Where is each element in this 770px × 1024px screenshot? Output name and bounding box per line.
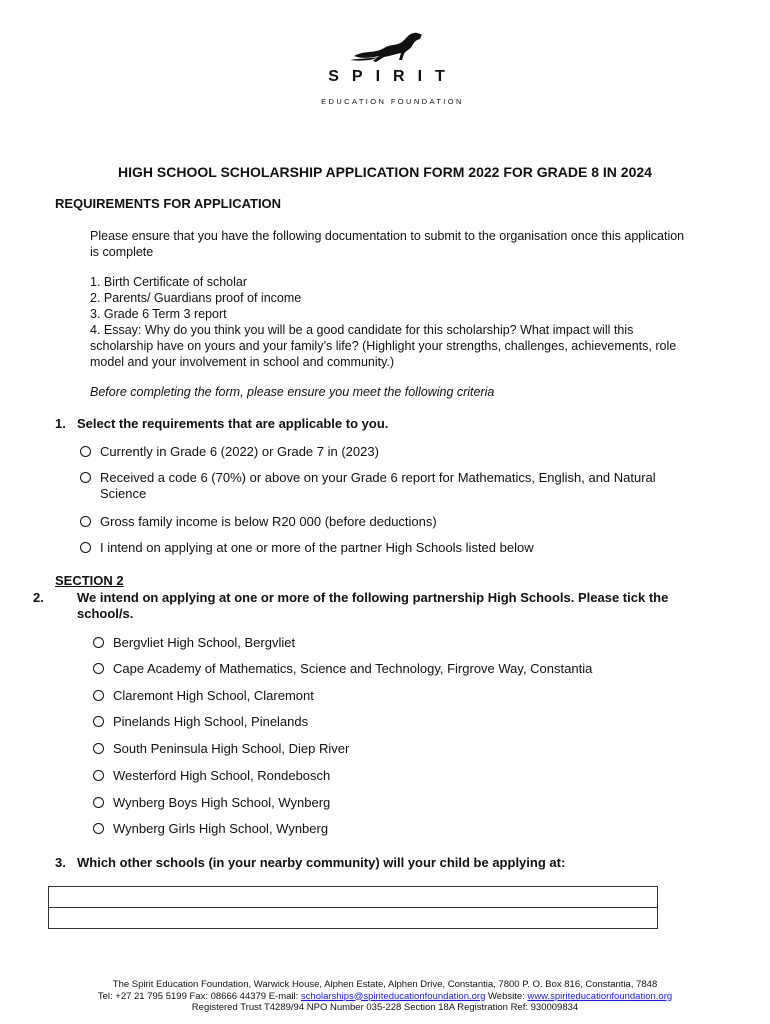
school-option[interactable]: [93, 795, 673, 811]
section-2-heading: SECTION 2: [55, 573, 124, 588]
option-label: Gross family income is below R20 000 (before deductions): [100, 514, 437, 529]
footer: [0, 979, 770, 1014]
radio-circle-icon[interactable]: [93, 743, 104, 754]
footer-website-label: Website:: [485, 990, 528, 1002]
footer-address: The Spirit Education Foundation, Warwick House, Alphen Estate, Alphen Drive, Constantia, 7800 P. O. Box 816, Constantia, 7848: [112, 979, 658, 990]
website-link[interactable]: www.spiriteducationfoundation.org: [527, 990, 673, 1002]
requirement-option-2[interactable]: [80, 470, 660, 502]
option-label: Received a code 6 (70%) or above on your Grade 6 report for Mathematics, English, and Natural Science: [100, 470, 656, 501]
foundation-logo: [300, 30, 480, 110]
criteria-note: Before completing the form, please ensure you meet the following criteria: [90, 385, 495, 399]
question-text: We intend on applying at one or more of the following partnership High Schools. Please tick the school/s.: [77, 590, 669, 621]
list-item: 2. Parents/ Guardians proof of income: [90, 291, 302, 305]
radio-circle-icon[interactable]: [93, 690, 104, 701]
brand-subtitle: EDUCATION FOUNDATION: [321, 97, 464, 106]
horse-icon: [350, 30, 430, 66]
footer-contact: [0, 991, 770, 1003]
requirements-heading: REQUIREMENTS FOR APPLICATION: [55, 196, 282, 211]
question-1: [55, 416, 388, 432]
school-label: South Peninsula High School, Diep River: [113, 741, 350, 756]
footer-contact-text: Tel: +27 21 795 5199 Fax: 08666 44379 E-mail:: [97, 990, 301, 1002]
requirement-option-4[interactable]: [80, 540, 660, 556]
other-schools-input-2[interactable]: [49, 908, 658, 929]
radio-circle-icon[interactable]: [80, 446, 91, 457]
school-option[interactable]: [93, 635, 673, 651]
radio-circle-icon[interactable]: [93, 770, 104, 781]
radio-circle-icon[interactable]: [80, 516, 91, 527]
school-option[interactable]: [93, 688, 673, 704]
school-label: Wynberg Girls High School, Wynberg: [113, 821, 329, 836]
question-2: [33, 590, 727, 622]
requirement-option-3[interactable]: [80, 514, 660, 530]
school-label: Cape Academy of Mathematics, Science and Technology, Firgrove Way, Constantia: [113, 661, 593, 676]
question-3: [55, 855, 565, 871]
radio-circle-icon[interactable]: [93, 797, 104, 808]
documents-list: [90, 274, 690, 370]
option-label: I intend on applying at one or more of the partner High Schools listed below: [100, 540, 534, 555]
school-option[interactable]: [93, 768, 673, 784]
other-schools-input-1[interactable]: [49, 887, 658, 908]
radio-circle-icon[interactable]: [80, 472, 91, 483]
radio-circle-icon[interactable]: [93, 823, 104, 834]
school-option[interactable]: [93, 741, 673, 757]
school-label: Bergvliet High School, Bergvliet: [113, 635, 296, 650]
list-item: 3. Grade 6 Term 3 report: [90, 307, 227, 321]
question-number: 1.: [55, 416, 66, 431]
list-item: 1. Birth Certificate of scholar: [90, 275, 248, 289]
radio-circle-icon[interactable]: [93, 637, 104, 648]
other-schools-table: [48, 886, 658, 929]
school-option[interactable]: [93, 821, 673, 837]
requirements-intro: Please ensure that you have the following documentation to submit to the organisation once this application is complete: [90, 229, 685, 259]
school-option[interactable]: [93, 661, 673, 677]
radio-circle-icon[interactable]: [80, 542, 91, 553]
school-label: Wynberg Boys High School, Wynberg: [113, 795, 331, 810]
radio-circle-icon[interactable]: [93, 663, 104, 674]
question-number: 2.: [33, 590, 44, 605]
school-option[interactable]: [93, 714, 673, 730]
school-label: Claremont High School, Claremont: [113, 688, 314, 703]
school-label: Westerford High School, Rondebosch: [113, 768, 331, 783]
footer-registration: Registered Trust T4289/94 NPO Number 035-228 Section 18A Registration Ref: 930009834: [191, 1002, 579, 1013]
question-text: Select the requirements that are applicable to you.: [77, 416, 389, 431]
question-number: 3.: [55, 855, 66, 870]
email-link[interactable]: scholarships@spiriteducationfoundation.org: [300, 990, 486, 1002]
option-label: Currently in Grade 6 (2022) or Grade 7 in (2023): [100, 444, 379, 459]
brand-name: SPIRIT: [328, 68, 458, 85]
radio-circle-icon[interactable]: [93, 716, 104, 727]
requirement-option-1[interactable]: [80, 444, 660, 460]
school-label: Pinelands High School, Pinelands: [113, 714, 309, 729]
page-title: HIGH SCHOOL SCHOLARSHIP APPLICATION FORM 2022 FOR GRADE 8 IN 2024: [118, 164, 652, 180]
list-item: 4. Essay: Why do you think you will be a good candidate for this scholarship? What impact will this scholarship have on yours and your family’s life? (Highlight your strengths, challenges, achievements, role model and your involvement in school and community.): [90, 323, 677, 369]
question-text: Which other schools (in your nearby community) will your child be applying at:: [77, 855, 566, 870]
